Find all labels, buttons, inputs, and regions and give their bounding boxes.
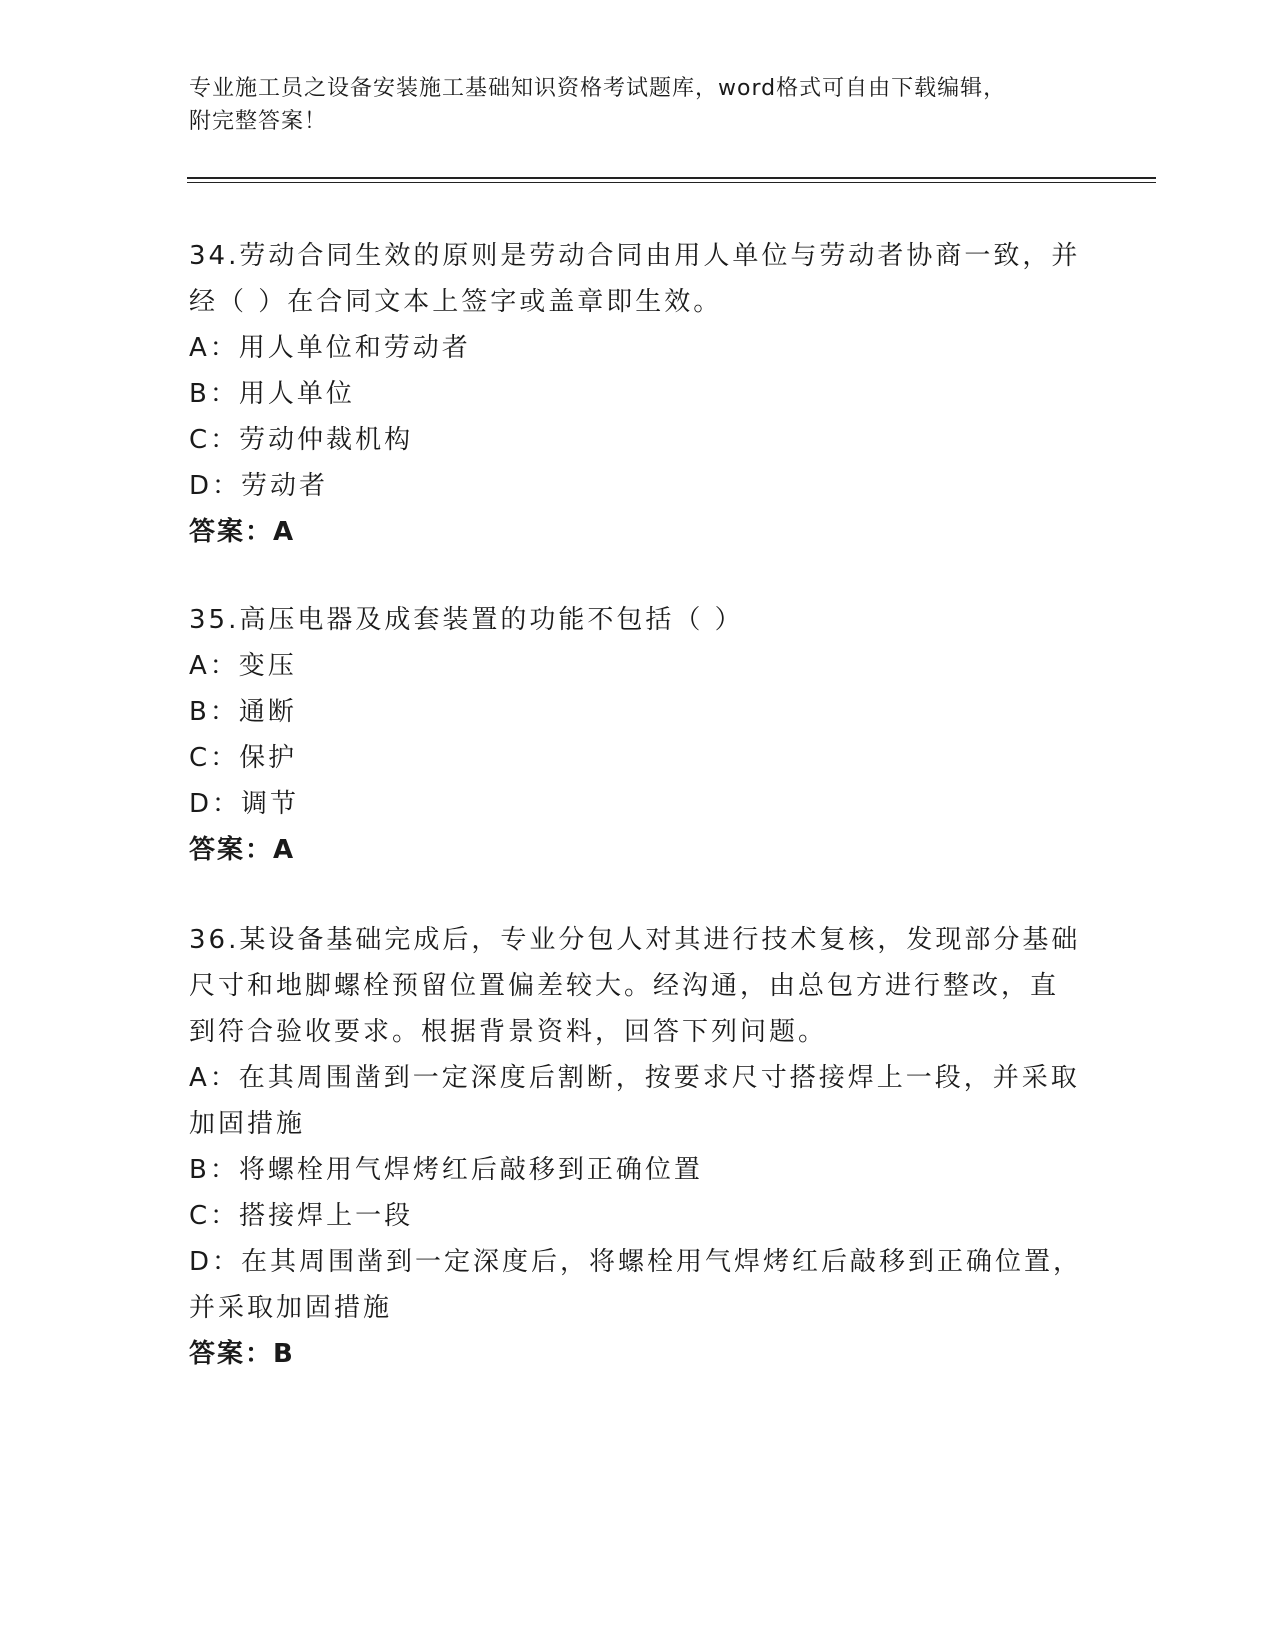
question-stem-line: 36.某设备基础完成后，专业分包人对其进行技术复核，发现部分基础 [189, 925, 1081, 955]
question-stem-line: 35.高压电器及成套装置的功能不包括（ ） [189, 605, 744, 635]
question-stem-line: 经（ ）在合同文本上签字或盖章即生效。 [189, 287, 723, 317]
option-b: B：用人单位 [189, 379, 355, 409]
question-stem-line: 到符合验收要求。根据背景资料，回答下列问题。 [189, 1017, 828, 1047]
header-line-2: 附完整答案！ [189, 109, 328, 134]
option-c: C：保护 [189, 743, 298, 773]
question-stem-line: 34.劳动合同生效的原则是劳动合同由用人单位与劳动者协商一致，并 [189, 241, 1081, 271]
option-a: A：用人单位和劳动者 [189, 333, 471, 363]
option-a-continued: 加固措施 [189, 1109, 306, 1139]
question-35 [189, 597, 1089, 873]
option-a: A：变压 [189, 651, 297, 681]
option-d: D：劳动者 [189, 471, 329, 501]
question-34 [189, 233, 1089, 555]
question-stem-line: 尺寸和地脚螺栓预留位置偏差较大。经沟通，由总包方进行整改，直 [189, 971, 1060, 1001]
option-a: A：在其周围凿到一定深度后割断，按要求尺寸搭接焊上一段，并采取 [189, 1063, 1080, 1093]
option-d: D：调节 [189, 789, 300, 819]
header-divider-thin [187, 182, 1156, 183]
option-c: C：劳动仲裁机构 [189, 425, 414, 455]
answer-label: 答案：A [189, 517, 296, 547]
question-36 [189, 917, 1089, 1377]
answer-label: 答案：A [189, 835, 296, 865]
header-divider-thick [187, 177, 1156, 179]
option-d-continued: 并采取加固措施 [189, 1293, 393, 1323]
option-b: B：通断 [189, 697, 297, 727]
document-header [189, 72, 1069, 138]
option-b: B：将螺栓用气焊烤红后敲移到正确位置 [189, 1155, 703, 1185]
option-c: C：搭接焊上一段 [189, 1201, 414, 1231]
header-line-1: 专业施工员之设备安装施工基础知识资格考试题库，word格式可自由下载编辑， [189, 76, 1007, 101]
answer-label: 答案：B [189, 1339, 295, 1369]
option-d: D：在其周围凿到一定深度后，将螺栓用气焊烤红后敲移到正确位置， [189, 1247, 1083, 1277]
